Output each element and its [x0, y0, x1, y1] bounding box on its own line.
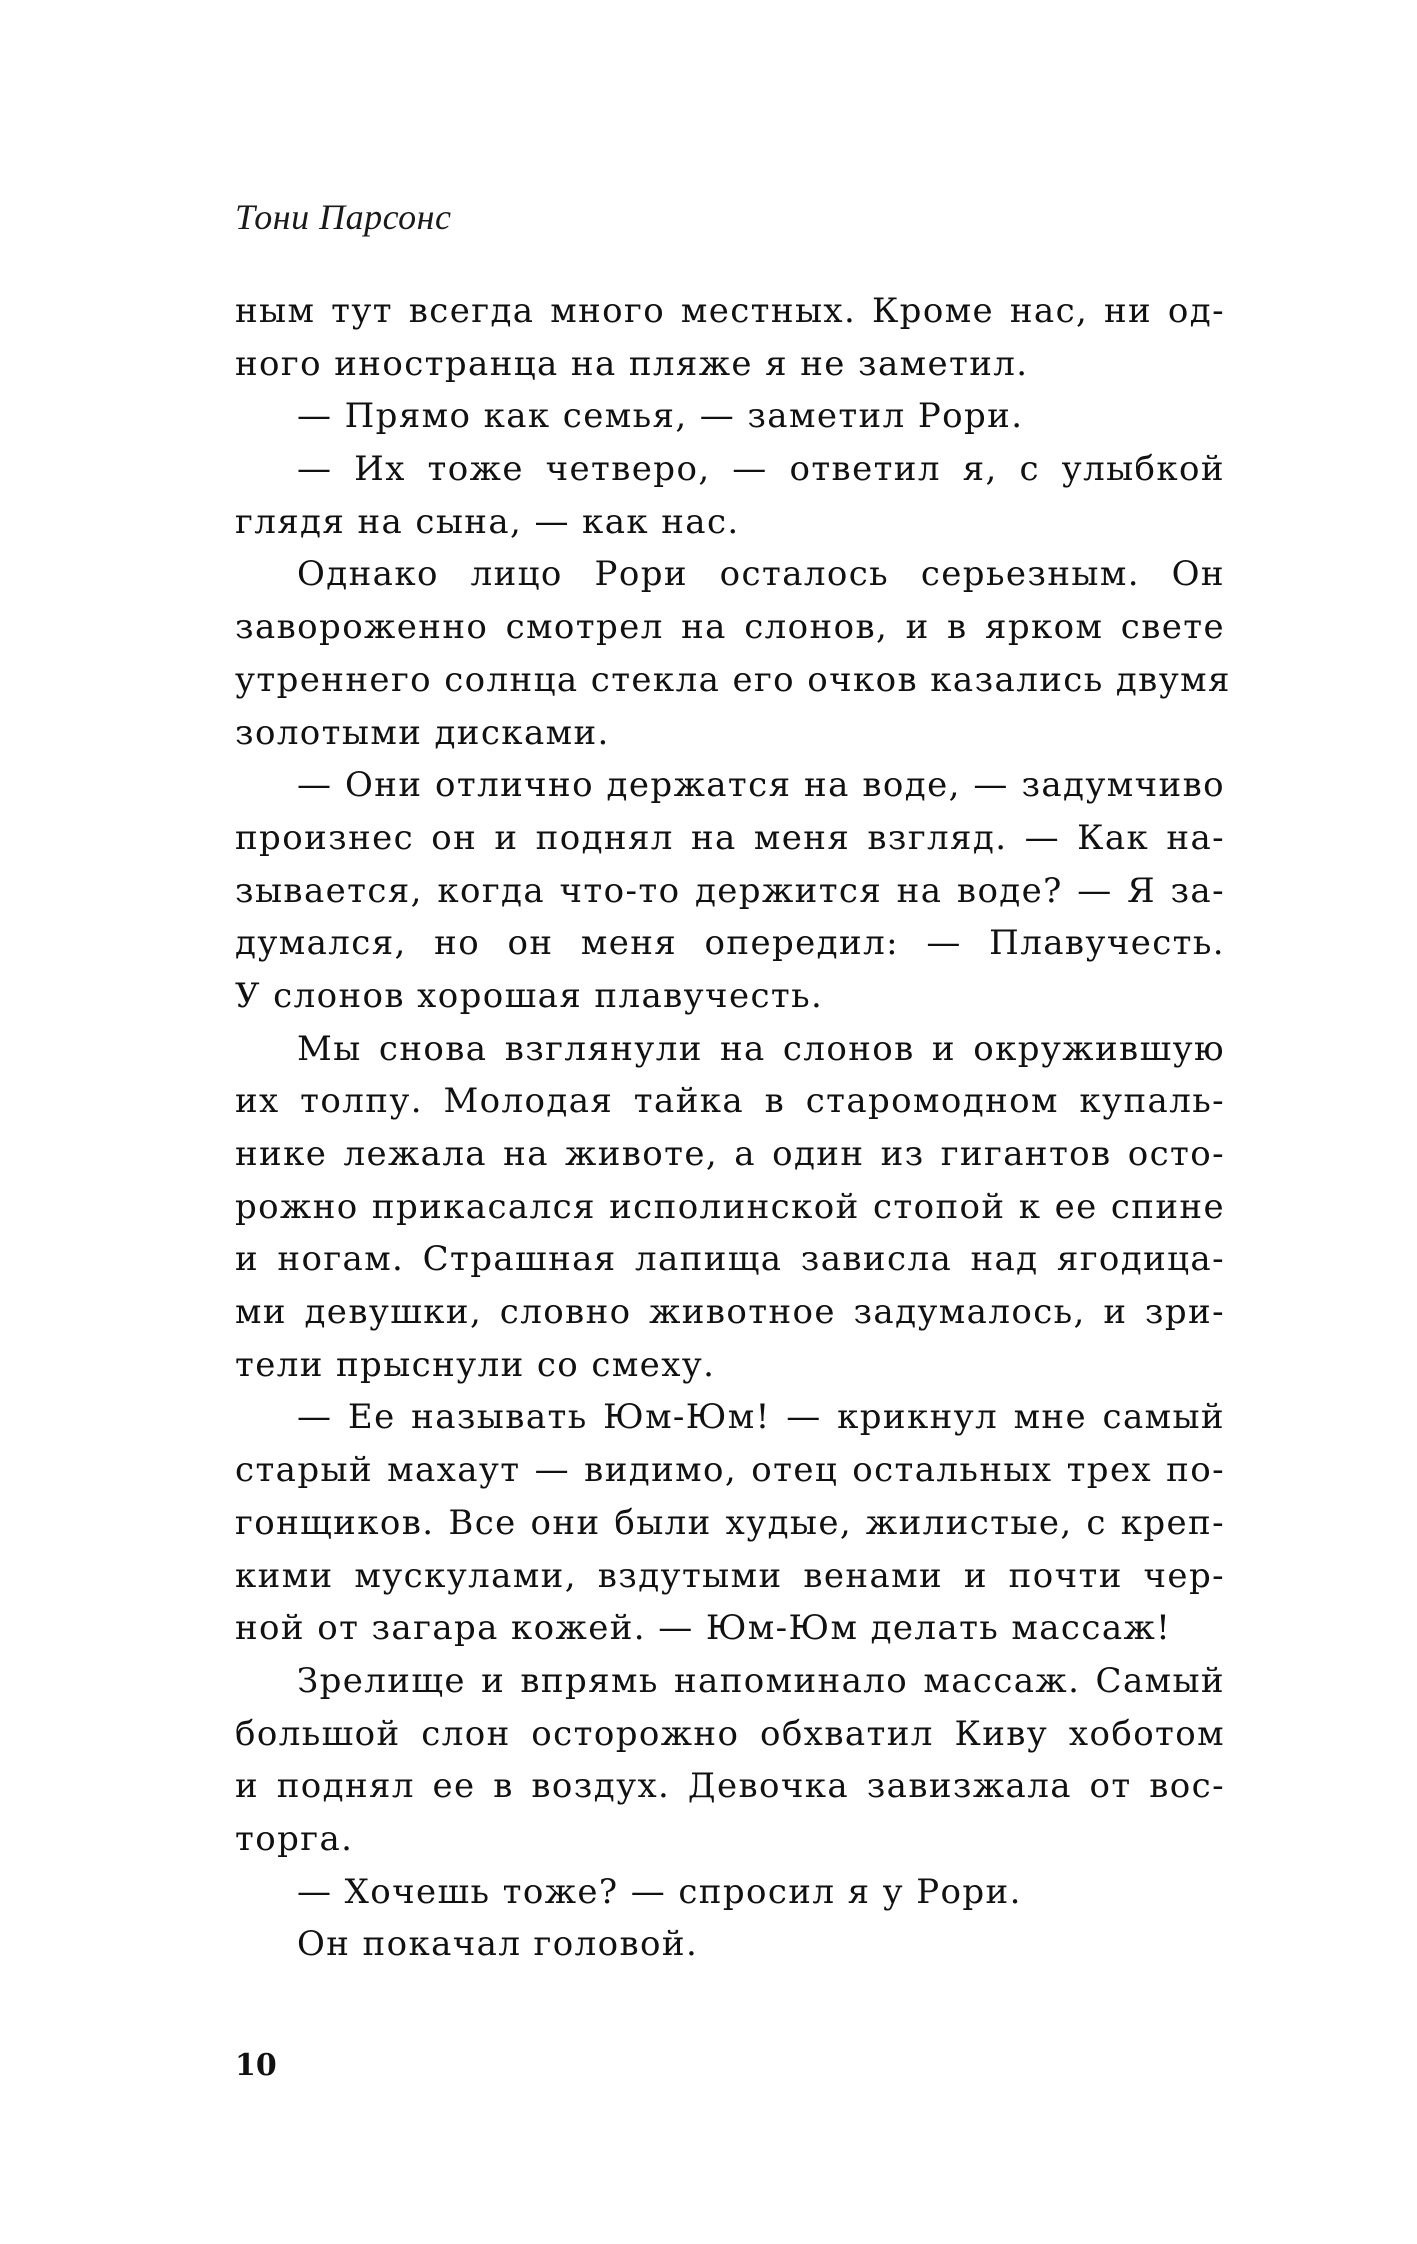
text-line: их толпу. Молодая тайка в старомодном купаль- — [235, 1081, 1225, 1122]
text-line: золотыми дисками. — [235, 712, 610, 753]
text-line: кими мускулами, вздутыми венами и почти чер- — [235, 1555, 1225, 1596]
text-line: утреннего солнца стекла его очков казались двумя — [235, 659, 1231, 700]
text-line: торга. — [235, 1818, 354, 1859]
text-line: ной от загара кожей. — Юм-Юм делать массаж! — [235, 1608, 1172, 1649]
text-line: Он покачал головой. — [297, 1924, 699, 1965]
body-text — [235, 285, 1231, 1971]
text-line: глядя на сына, — как нас. — [235, 501, 740, 542]
text-line: произнес он и поднял на меня взгляд. — Как на- — [235, 817, 1225, 858]
text-line: — Они отлично держатся на воде, — задумчиво — [297, 765, 1225, 806]
running-header-author: Тони Парсонс — [235, 197, 452, 237]
text-line: и поднял ее в воздух. Девочка завизжала от вос- — [235, 1766, 1225, 1807]
page-number: 10 — [235, 2048, 277, 2083]
text-line: и ногам. Страшная лапища зависла над ягодица- — [235, 1239, 1225, 1280]
text-line: Мы снова взглянули на слонов и окружившую — [297, 1028, 1225, 1069]
text-line: рожно прикасался исполинской стопой к ее спине — [235, 1186, 1225, 1227]
text-line: — Хочешь тоже? — спросил я у Рори. — [297, 1871, 1022, 1912]
text-line: нике лежала на животе, а один из гигантов осто- — [235, 1134, 1225, 1174]
text-line: Зрелище и впрямь напоминало массаж. Самый — [297, 1660, 1225, 1701]
text-line: большой слон осторожно обхватил Киву хоботом — [235, 1713, 1225, 1754]
text-line: ным тут всегда много местных. Кроме нас, ни од- — [235, 291, 1225, 331]
text-line: ми девушки, словно животное задумалось, и зри- — [235, 1292, 1225, 1333]
text-line: зывается, когда что-то держится на воде? — Я за- — [235, 870, 1225, 911]
text-line: У слонов хорошая плавучесть. — [235, 975, 824, 1016]
text-line: Однако лицо Рори осталось серьезным. Он — [297, 554, 1225, 595]
text-line: тели прыснули со смеху. — [235, 1344, 716, 1385]
text-line: старый махаут — видимо, отец остальных трех по- — [235, 1450, 1225, 1491]
text-line: — Их тоже четверо, — ответил я, с улыбкой — [297, 449, 1225, 490]
text-line: гонщиков. Все они были худые, жилистые, с креп- — [235, 1502, 1225, 1543]
text-line: ного иностранца на пляже я не заметил. — [235, 343, 1029, 384]
text-line: завороженно смотрел на слонов, и в ярком свете — [235, 607, 1225, 648]
text-line: — Прямо как семья, — заметил Рори. — [297, 396, 1024, 437]
text-line: думался, но он меня опередил: — Плавучесть. — [235, 923, 1225, 964]
text-line: — Ее называть Юм-Юм! — крикнул мне самый — [297, 1397, 1225, 1438]
